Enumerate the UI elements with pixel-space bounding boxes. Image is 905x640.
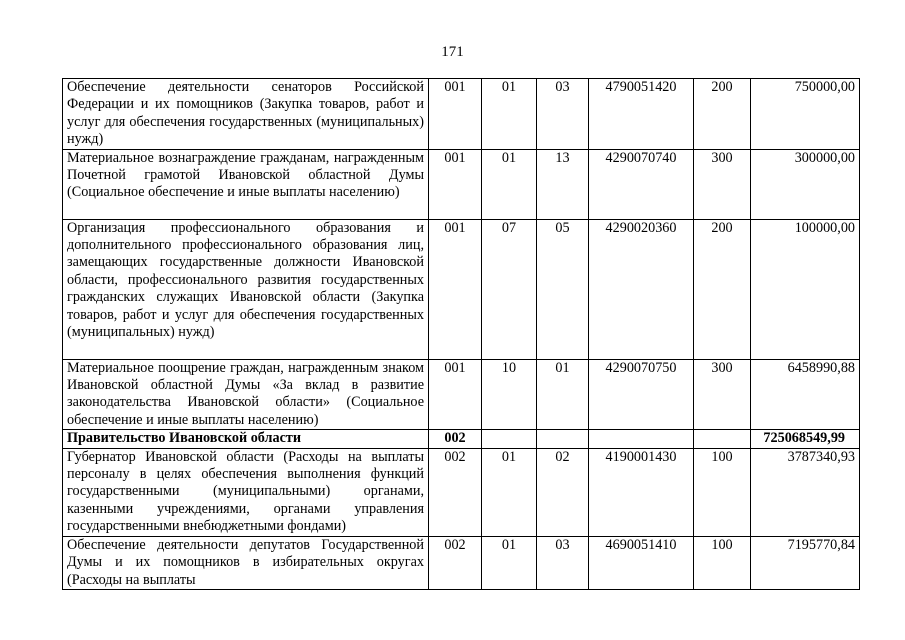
row-description: Организация профессионального образования и дополнительного профессионального образования лиц, замещающих государственные должности Ивановской области, профессионального развития государственных гражданских служащих Ивановской области (Закупка товаров, работ и услуг для обеспечения государственных (муниципальных) нужд)	[63, 219, 429, 359]
target-article-code	[589, 430, 694, 448]
expense-type-code: 200	[694, 219, 751, 359]
target-article-code: 4790051420	[589, 79, 694, 150]
row-description: Правительство Ивановской области	[63, 430, 429, 448]
expense-type-code: 300	[694, 149, 751, 219]
ministry-code: 002	[429, 448, 482, 536]
section-code: 01	[482, 448, 537, 536]
ministry-code: 001	[429, 219, 482, 359]
budget-table	[62, 78, 860, 590]
target-article-code: 4290020360	[589, 219, 694, 359]
ministry-code: 001	[429, 79, 482, 150]
section-code: 07	[482, 219, 537, 359]
target-article-code: 4690051410	[589, 536, 694, 589]
subsection-code: 03	[537, 79, 589, 150]
section-code: 01	[482, 149, 537, 219]
section-code	[482, 430, 537, 448]
amount: 750000,00	[751, 79, 860, 150]
expense-type-code: 100	[694, 536, 751, 589]
expense-type-code	[694, 430, 751, 448]
expense-type-code: 200	[694, 79, 751, 150]
section-code: 01	[482, 79, 537, 150]
target-article-code: 4190001430	[589, 448, 694, 536]
table-row	[63, 219, 860, 359]
target-article-code: 4290070740	[589, 149, 694, 219]
expense-type-code: 100	[694, 448, 751, 536]
amount: 6458990,88	[751, 359, 860, 430]
target-article-code: 4290070750	[589, 359, 694, 430]
row-description: Материальное поощрение граждан, награжденным знаком Ивановской областной Думы «За вклад в развитие законодательства Ивановской области» (Социальное обеспечение и иные выплаты населению)	[63, 359, 429, 430]
row-description: Губернатор Ивановской области (Расходы на выплаты персоналу в целях обеспечения выполнения функций государственными (муниципальными) органами, казенными учреждениями, органами управления государственными внебюджетными фондами)	[63, 448, 429, 536]
subsection-code: 01	[537, 359, 589, 430]
table-row-total	[63, 430, 860, 448]
subsection-code	[537, 430, 589, 448]
table-row	[63, 359, 860, 430]
table-row	[63, 448, 860, 536]
subsection-code: 03	[537, 536, 589, 589]
section-code: 01	[482, 536, 537, 589]
ministry-code: 001	[429, 359, 482, 430]
subsection-code: 13	[537, 149, 589, 219]
section-code: 10	[482, 359, 537, 430]
amount: 100000,00	[751, 219, 860, 359]
amount: 725068549,99	[751, 430, 860, 448]
table-row	[63, 536, 860, 589]
ministry-code: 002	[429, 536, 482, 589]
row-description: Материальное вознаграждение гражданам, награжденным Почетной грамотой Ивановской областной Думы (Социальное обеспечение и иные выплаты населению)	[63, 149, 429, 219]
row-description: Обеспечение деятельности депутатов Государственной Думы и их помощников в избирательных округах (Расходы на выплаты	[63, 536, 429, 589]
amount: 7195770,84	[751, 536, 860, 589]
table-row	[63, 79, 860, 150]
amount: 300000,00	[751, 149, 860, 219]
subsection-code: 05	[537, 219, 589, 359]
expense-type-code: 300	[694, 359, 751, 430]
table-row	[63, 149, 860, 219]
amount: 3787340,93	[751, 448, 860, 536]
ministry-code: 001	[429, 149, 482, 219]
subsection-code: 02	[537, 448, 589, 536]
page-number: 171	[441, 44, 464, 60]
row-description: Обеспечение деятельности сенаторов Российской Федерации и их помощников (Закупка товаров, работ и услуг для обеспечения государственных (муниципальных) нужд)	[63, 79, 429, 150]
ministry-code: 002	[429, 430, 482, 448]
